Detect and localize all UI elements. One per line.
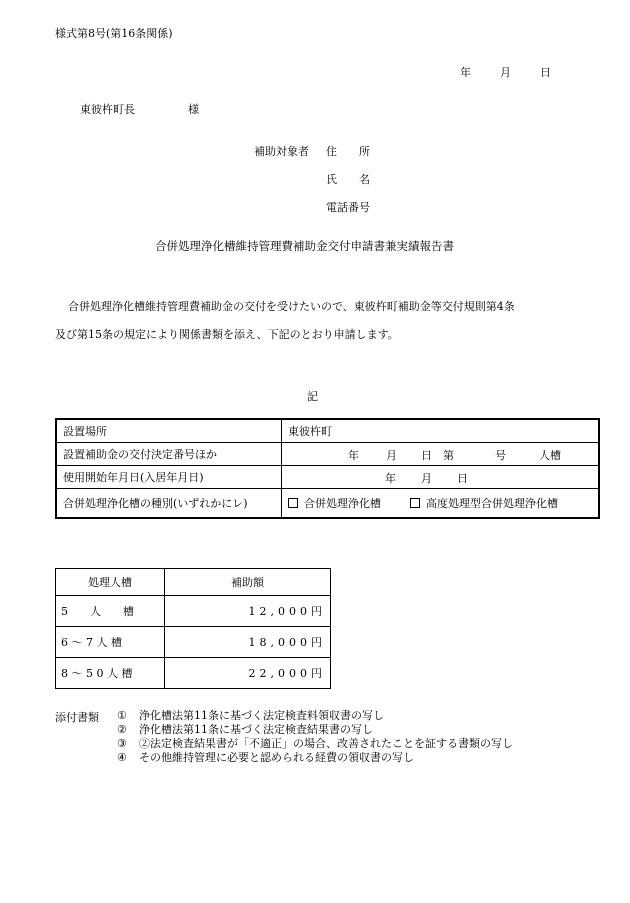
applicant-phone-label: 電話番号: [326, 201, 370, 214]
location-value[interactable]: 東彼杵町: [282, 419, 600, 443]
table-header-row: [56, 569, 331, 596]
row-amount: 22,000円: [165, 658, 331, 689]
applicant-name-label: 氏 名: [326, 173, 370, 186]
date-month: 月: [500, 66, 511, 79]
date-year: 年: [460, 66, 471, 79]
type-option-1-label: 合併処理浄化槽: [304, 497, 381, 510]
row-amount: 12,000円: [165, 596, 331, 627]
table-row: [56, 419, 599, 443]
body-line-1: 合併処理浄化槽維持管理費補助金の交付を受けたいので、東彼杵町補助金等交付規則第4条: [68, 300, 515, 313]
list-item: [117, 751, 513, 765]
form-number: 様式第8号(第16条関係): [55, 27, 173, 40]
item-number: ①: [117, 709, 127, 722]
row-size: 5 人 槽: [56, 596, 165, 627]
addressee-honorific: 様: [188, 103, 199, 116]
start-value[interactable]: [282, 466, 600, 489]
date-day: 日: [540, 66, 551, 79]
item-number: ③: [117, 737, 127, 750]
attachments-list: [117, 709, 513, 765]
decision-year: 年: [348, 449, 359, 462]
item-text: その他維持管理に必要と認められる経費の領収書の写し: [139, 751, 414, 764]
addressee: [80, 101, 199, 117]
decision-go: 号: [495, 449, 506, 462]
ki-marker: 記: [307, 390, 318, 403]
document-title: 合併処理浄化槽維持管理費補助金交付申請書兼実績報告書: [155, 239, 454, 253]
applicant-address-label: 住 所: [326, 145, 370, 158]
item-number: ②: [117, 723, 127, 736]
decision-label: 設置補助金の交付決定番号ほか: [56, 443, 282, 466]
item-text: ②法定検査結果書が「不適正」の場合、改善されたことを証する書類の写し: [139, 737, 513, 750]
table-row: [56, 658, 331, 689]
addressee-name: 東彼杵町長: [80, 103, 135, 116]
applicant-label: 補助対象者: [254, 145, 309, 158]
table-row: [56, 443, 599, 466]
subsidy-table: [55, 568, 331, 689]
table-row: [56, 489, 599, 519]
table-row: [56, 466, 599, 489]
start-month: 月: [421, 472, 432, 485]
type-option-1[interactable]: [288, 497, 381, 510]
checkbox-icon[interactable]: [410, 498, 420, 508]
location-label: 設置場所: [56, 419, 282, 443]
type-option-2-label: 高度処理型合併処理浄化槽: [426, 497, 558, 510]
checkbox-icon[interactable]: [288, 498, 298, 508]
item-number: ④: [117, 751, 127, 764]
list-item: [117, 723, 513, 737]
date-line: [460, 64, 551, 80]
item-text: 浄化槽法第11条に基づく法定検査結果書の写し: [139, 723, 373, 736]
start-label: 使用開始年月日(入居年月日): [56, 466, 282, 489]
type-value: [282, 489, 600, 519]
header-amount: 補助額: [165, 569, 331, 596]
table-row: [56, 596, 331, 627]
decision-month: 月: [386, 449, 397, 462]
decision-day: 日: [421, 449, 432, 462]
row-size: 8 ～ 5 0 人 槽: [56, 658, 165, 689]
list-item: [117, 709, 513, 723]
type-option-2[interactable]: [410, 497, 558, 510]
decision-dai: 第: [443, 449, 454, 462]
type-label: 合併処理浄化槽の種別(いずれかにレ): [56, 489, 282, 519]
header-size: 処理人槽: [56, 569, 165, 596]
body-line-2: 及び第15条の規定により関係書類を添え、下記のとおり申請します。: [55, 328, 399, 341]
start-day: 日: [457, 472, 468, 485]
decision-value[interactable]: [282, 443, 600, 466]
attachments-label: 添付書類: [55, 711, 99, 724]
row-size: 6 ～ 7 人 槽: [56, 627, 165, 658]
decision-ninsou: 人槽: [539, 449, 561, 462]
details-table: [55, 418, 600, 519]
row-amount: 18,000円: [165, 627, 331, 658]
item-text: 浄化槽法第11条に基づく法定検査料領収書の写し: [139, 709, 384, 722]
table-row: [56, 627, 331, 658]
list-item: [117, 737, 513, 751]
start-year: 年: [385, 472, 396, 485]
